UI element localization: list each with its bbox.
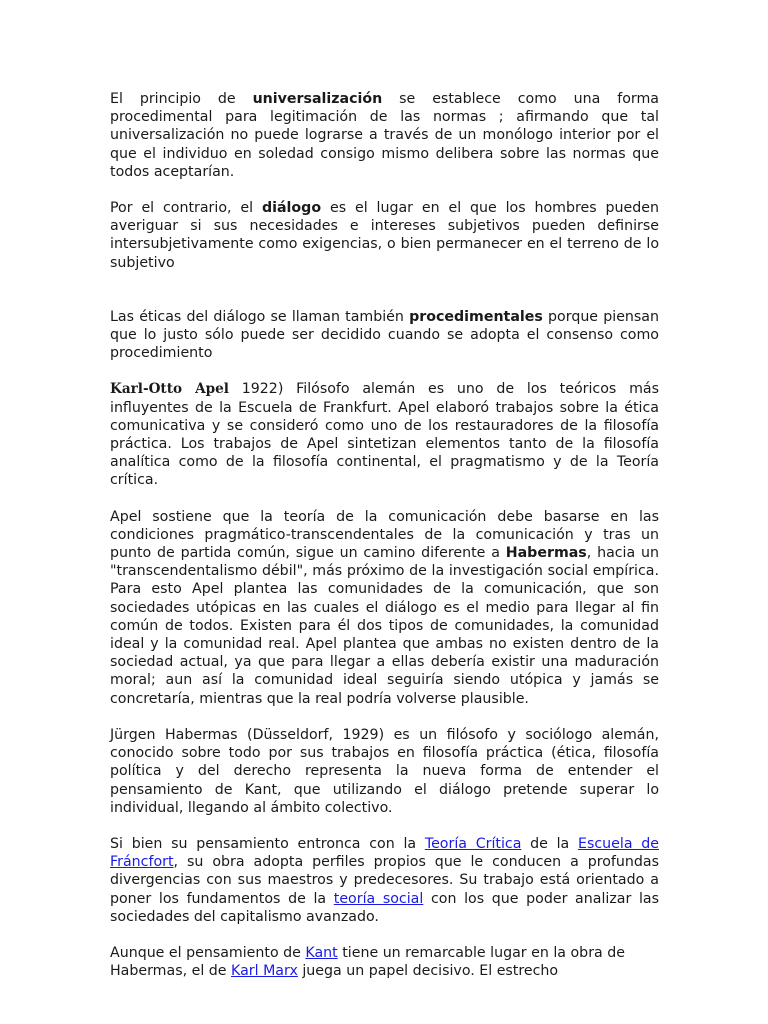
paragraph-teoria-critica (110, 835, 659, 926)
text: Si bien su pensamiento entronca con la (110, 835, 425, 852)
paragraph-apel-sostiene (110, 508, 659, 708)
text: tiene un remarcable lugar en la obra de Habermas, el de (110, 944, 625, 980)
link-teoria-critica[interactable]: Teoría Crítica (424, 835, 522, 852)
text: Apel sostiene que la teoría de la comunicación debe basarse en las condiciones pragmático-transcendentales de la comunicación y tras un punto de partida común, sigue un camino diferente a (110, 508, 659, 562)
link-teoria-social[interactable]: teoría social (333, 890, 424, 907)
text: Por el contrario, el (110, 200, 262, 217)
bold-term-universalizacion: universalización (252, 91, 383, 107)
paragraph-dialogo (110, 199, 659, 272)
link-escuela-de-francfort[interactable]: Escuela de Fráncfort (110, 835, 659, 871)
text: porque piensan que lo justo sólo puede ser decidido cuando se adopta el consenso como procedimiento (110, 308, 659, 362)
paragraph-universalizacion (110, 90, 659, 181)
link-kant[interactable]: Kant (305, 944, 338, 961)
bold-term-dialogo: diálogo (261, 200, 322, 217)
link-karl-marx[interactable]: Karl Marx (231, 963, 298, 980)
text: es el lugar en el que los hombres pueden averiguar si sus necesidades e intereses subjetivos pueden definirse intersubjetivamente como exigencias, o bien permanecer en el terreno de lo subjetivo (110, 200, 659, 271)
text: , hacia un "transcendentalismo débil", más próximo de la investigación social empírica. Para esto Apel plantea las comunidades de la comunicación, que son sociedades utópicas en las cuales el diálogo es el medio para llegar al fin común de todos. Existen para él dos tipos de comunidades, la comunidad ideal y la comunidad real. Apel plantea que ambas no existen dentro de la sociedad actual, ya que para llegar a ellas debería existir una maduración moral; aun así la comunidad ideal seguiría siendo utópica y jamás se concretaría, mientras que la real podría volverse plausible. (110, 545, 659, 707)
text: con los que poder analizar las sociedades del capitalismo avanzado. (110, 890, 659, 925)
text: , su obra adopta perfiles propios que le conducen a profundas divergencias con sus maestros y predecesores. Su trabajo está orientado a poner los fundamentos de la (110, 854, 659, 907)
text: Aunque el pensamiento de (110, 944, 306, 961)
paragraph-kant-marx (110, 944, 659, 980)
text: El principio de (110, 91, 253, 107)
text: se establece como una forma procedimental para legitimación de las normas ; afirmando que tal universalización no puede lograrse a través de un monólogo interior por el que el individuo en soledad consigo mismo delibera sobre las normas que todos aceptarían. (110, 91, 660, 180)
text: de la (521, 835, 578, 852)
text: Las éticas del diálogo se llaman también (110, 308, 410, 325)
bold-term-procedimentales: procedimentales (409, 308, 543, 325)
text: juega un papel decisivo. El estrecho (297, 963, 559, 980)
bold-name-habermas: Habermas (505, 545, 587, 562)
text: Jürgen Habermas (Düsseldorf, 1929) es un filósofo y sociólogo alemán, conocido sobre todo por sus trabajos en filosofía práctica (ética, filosofía política y del derecho representa la nueva forma de entender el pensamiento de Kant, que utilizando el diálogo pretende superar lo individual, llegando al ámbito colectivo. (110, 726, 659, 816)
text: 1922) Filósofo alemán es uno de los teóricos más influyentes de la Escuela de Frankfurt. Apel elaboró trabajos sobre la ética comunicativa y se consideró como uno de los restauradores de la filosofía práctica. Los trabajos de Apel sintetizan elementos tanto de la filosofía analítica como de la filosofía continental, el pragmatismo y de la Teoría crítica. (110, 381, 659, 489)
document-body (110, 90, 659, 998)
paragraph-eticas-dialogo (110, 308, 659, 363)
paragraph-jurgen-habermas (110, 726, 659, 817)
paragraph-karl-otto-apel (110, 380, 659, 489)
bold-name-karl-otto-apel: Karl-Otto Apel (110, 381, 229, 398)
